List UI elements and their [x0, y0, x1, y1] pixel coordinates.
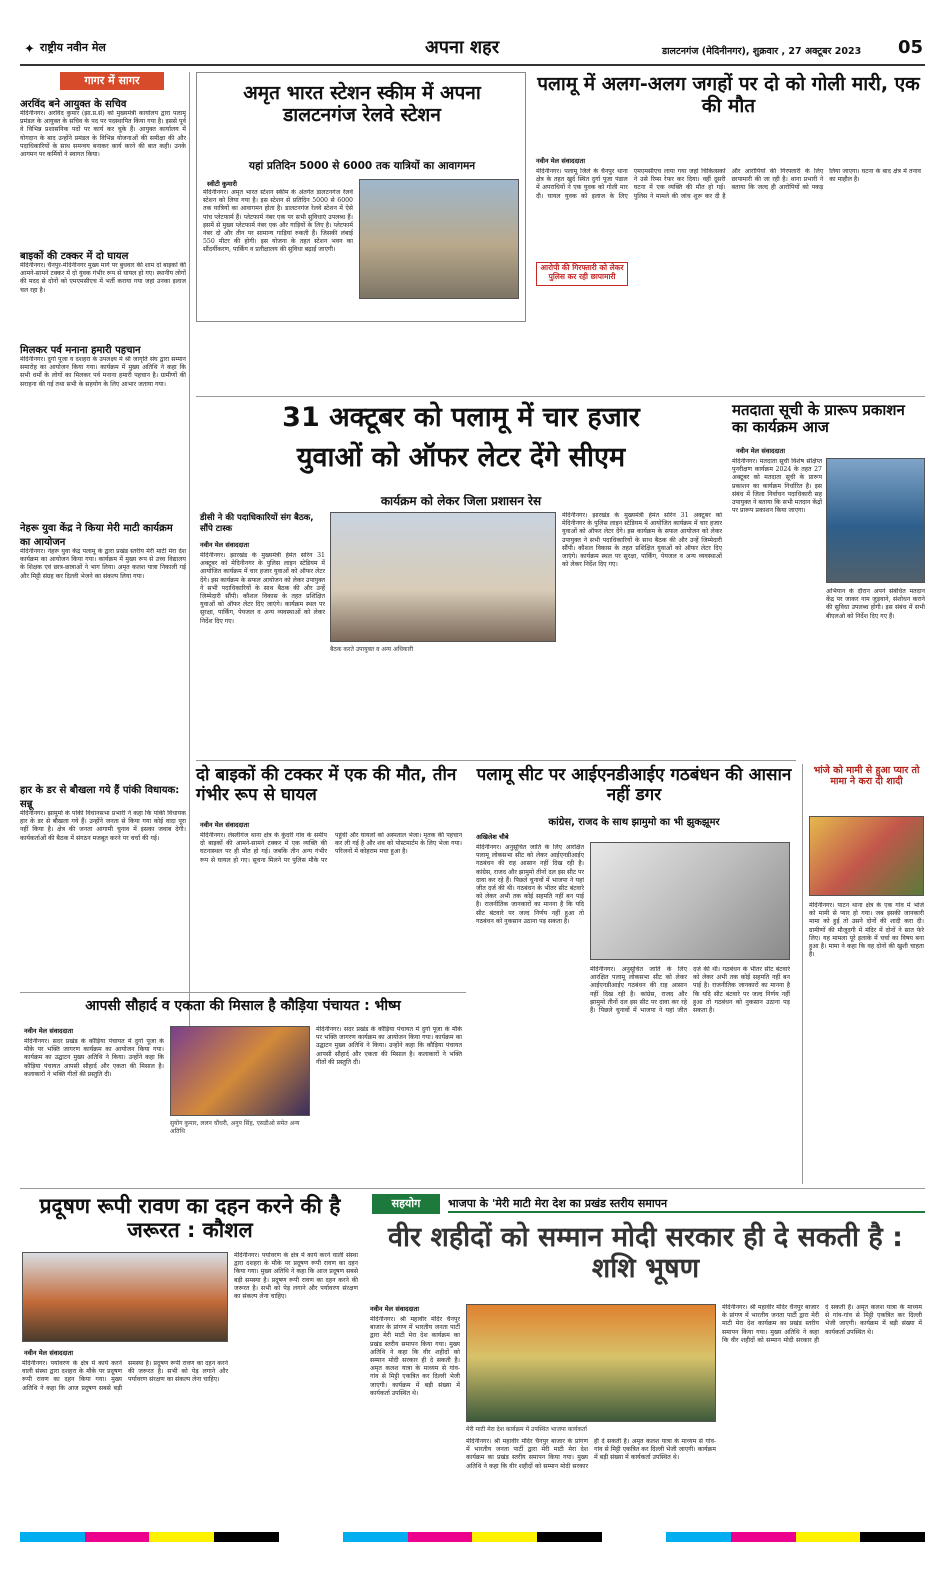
- byline: नवीन मेल संवाददाता: [370, 1305, 419, 1313]
- sidebar-item-head: अरविंद बने आयुक्त के सचिव: [20, 99, 127, 110]
- story-marriage: [802, 764, 925, 1184]
- story-india-alliance: [472, 764, 796, 1134]
- subhead: कार्यक्रम को लेकर जिला प्रशासन रेस: [380, 494, 542, 508]
- headline: वीर शहीदों को सम्मान मोदी सरकार ही दे सकती है : शशि भूषण: [388, 1222, 903, 1285]
- story-body-cont: मेदिनीनगर। सदर प्रखंड के कौड़िया पंचायत में दुर्गा पूजा के मौके पर भक्ति जागरण कार्यक्रम का आयोजन किया गया। कार्यक्रम का उद्घाटन मुख्य अतिथि ने किया। उन्होंने कहा कि कौड़िया पंचायत आपसी सौहार्द और एकता की मिसाल है। कलाकारों ने भक्ति गीतों की प्रस्तुति दी।: [316, 1026, 462, 1066]
- subhead: कांग्रेस, राजद के साथ झामुमो का भी झुकझूमर: [548, 817, 720, 828]
- story-bikes: [196, 764, 466, 992]
- story-body-cont: मेदिनीनगर। अनुसूचित जाति के लिए आरक्षित पलामू लोकसभा सीट को लेकर आईएनडीआईए गठबंधन की राह आसान नहीं दिख रही है। कांग्रेस, राजद और झामुमो तीनों दल इस सीट पर दावा कर रहे हैं। पिछले चुनावों में भाजपा ने यहां जीत दर्ज की थी। गठबंधन के भीतर सीट बंटवारे को लेकर अभी तक कोई सहमति नहीं बन पाई है। राजनीतिक जानकारों का मानना है कि यदि सीट बंटवारे पर जल्द निर्णय नहीं हुआ तो गठबंधन को नुकसान उठाना पड़ सकता है।: [590, 966, 790, 1014]
- divider: [196, 396, 925, 397]
- byline: नवीन मेल संवाददाता: [736, 447, 785, 455]
- lead-story: [196, 400, 726, 770]
- masthead: [20, 36, 925, 62]
- story-body: मेदिनीनगर। सदर प्रखंड के कौड़िया पंचायत में दुर्गा पूजा के मौके पर भक्ति जागरण कार्यक्रम का आयोजन किया गया। कार्यक्रम का उद्घाटन मुख्य अतिथि ने किया। उन्होंने कहा कि कौड़िया पंचायत आपसी सौहार्द और एकता की मिसाल है। कलाकारों ने भक्ति गीतों की प्रस्तुति दी।: [24, 1038, 164, 1078]
- sidebar-item-text: मेदिनीनगर। झामुमो के पांकी विधानसभा प्रभारी ने कहा कि पांकी विधायक हार के डर से बौखला गये हैं। उन्होंने जनता से किया गया कोई वादा पूरा नहीं किया है। क्षेत्र की जनता आगामी चुनाव में इसका जवाब देगी। कार्यकर्ताओं की बैठक में संगठन मजबूत करने पर चर्चा की गई।: [20, 810, 186, 842]
- byline: नवीन मेल संवाददाता: [200, 821, 249, 829]
- masthead-rule: [20, 64, 925, 66]
- story-body: मेदिनीनगर। अनुसूचित जाति के लिए आरक्षित पलामू लोकसभा सीट को लेकर आईएनडीआईए गठबंधन की राह आसान नहीं दिख रही है। कांग्रेस, राजद और झामुमो तीनों दल इस सीट पर दावा कर रहे हैं। पिछले चुनावों में भाजपा ने यहां जीत दर्ज की थी। गठबंधन के भीतर सीट बंटवारे को लेकर अभी तक कोई सहमति नहीं बन पाई है। राजनीतिक जानकारों का मानना है कि यदि सीट बंटवारे पर जल्द निर्णय नहीं हुआ तो गठबंधन को नुकसान उठाना पड़ सकता है।: [476, 844, 584, 925]
- sidebar-item-head: मिलकर पर्व मनाना हमारी पहचान: [20, 345, 141, 356]
- divider: [196, 760, 796, 761]
- story-body: मेदिनीनगर। लेस्लीगंज थाना क्षेत्र के कुंदरी गांव के समीप दो बाइकों की आमने-सामने टक्कर में एक व्यक्ति की घटनास्थल पर ही मौत हो गई। जबकि तीन अन्य गंभीर रूप से घायल हो गए। सूचना मिलने पर पुलिस मौके पर पहुंची और घायलों को अस्पताल भेजा। मृतक की पहचान कर ली गई है और शव को पोस्टमार्टम के लिए भेजा गया। परिजनों में कोहराम मचा हुआ है।: [200, 832, 462, 864]
- headline: मतदाता सूची के प्रारूप प्रकाशन का कार्यक्रम आज: [732, 401, 905, 437]
- subhead: यहां प्रतिदिन 5000 से 6000 तक यात्रियों का आवागमन: [248, 160, 476, 172]
- headline: अमृत भारत स्टेशन स्कीम में अपना डालटनगंज रेलवे स्टेशन: [243, 82, 481, 126]
- sidebar-item-head: हार के डर से बौखला गये हैं पांकी विधायक: सन्नू: [20, 785, 180, 810]
- sidebar-banner: गागर में सागर: [60, 72, 164, 90]
- wedding-photo: [809, 816, 924, 896]
- story-body-cont: मेदिनीनगर। पर्यावरण के क्षेत्र में कार्य करने वाली संस्था द्वारा दशहरा के मौके पर प्रदूषण रूपी रावण का दहन किया गया। मुख्य अतिथि ने कहा कि आज प्रदूषण सबसे बड़ी समस्या है। प्रदूषण रूपी रावण का दहन करने की जरूरत है। सभी को पेड़ लगाने और पर्यावरण संरक्षण का संकल्प लेना चाहिए।: [234, 1252, 358, 1300]
- story-body: मेदिनीनगर। श्री महावीर मंदिर चैनपुर बाजार के प्रांगण में भारतीय जनता पार्टी द्वारा मेरी माटी मेरा देश कार्यक्रम का प्रखंड स्तरीय समापन किया गया। मुख्य अतिथि ने कहा कि वीर शहीदों को सम्मान मोदी सरकार ही दे सकती है। अमृत कलश यात्रा के माध्यम से गांव-गांव से मिट्टी एकत्रित कर दिल्ली भेजी जाएगी। कार्यक्रम में बड़ी संख्या में कार्यकर्ता उपस्थित थे।: [370, 1316, 460, 1397]
- story-body: मेदिनीनगर। झारखंड के मुख्यमंत्री हेमंत सोरेन 31 अक्टूबर को मेदिनीनगर के पुलिस लाइन स्टेडियम में आयोजित कार्यक्रम में चार हजार युवाओं को ऑफर लेटर देंगे। इस कार्यक्रम के सफल आयोजन को लेकर उपायुक्त ने सभी पदाधिकारियों के साथ बैठक की और उन्हें जिम्मेदारी सौंपी। कौशल विकास के तहत प्रशिक्षित युवाओं को ऑफर लेटर दिए जाएंगे। कार्यक्रम स्थल पर सुरक्षा, पार्किंग, पेयजल व अन्य व्यवस्थाओं को लेकर निर्देश दिए गए।: [200, 552, 325, 625]
- sidebar-item-head: नेहरू युवा केंद्र ने किया मेरी माटी कार्यक्रम का आयोजन: [20, 523, 173, 548]
- headline-line2: युवाओं को ऑफर लेटर देंगे सीएम: [296, 442, 626, 473]
- byline: नवीन मेल संवाददाता: [200, 541, 249, 549]
- inset-box: आरोपी की गिरफ्तारी को लेकर पुलिस कर रही छापामारी: [536, 262, 628, 286]
- headline-line1: 31 अक्टूबर को पलामू में चार हजार: [282, 402, 640, 433]
- headline: पलामू में अलग-अलग जगहों पर दो को गोली मारी, एक की मौत: [537, 73, 920, 117]
- story-body-cont2: मेदिनीनगर। श्री महावीर मंदिर चैनपुर बाजार के प्रांगण में भारतीय जनता पार्टी द्वारा मेरी माटी मेरा देश कार्यक्रम का प्रखंड स्तरीय समापन किया गया। मुख्य अतिथि ने कहा कि वीर शहीदों को सम्मान मोदी सरकार ही दे सकती है। अमृत कलश यात्रा के माध्यम से गांव-गांव से मिट्टी एकत्रित कर दिल्ली भेजी जाएगी। कार्यक्रम में बड़ी संख्या में कार्यकर्ता उपस्थित थे।: [722, 1304, 922, 1344]
- story-amrit-bharat: [196, 72, 526, 322]
- headline: भांजे को मामी से हुआ प्यार तो मामा ने करा दी शादी: [813, 765, 920, 787]
- registration-bar: [20, 1532, 925, 1542]
- kicker: भाजपा के 'मेरी माटी मेरा देश का प्रखंड स्तरीय समापन: [448, 1196, 925, 1213]
- bird-logo-icon: ✦: [24, 42, 35, 57]
- sidebar-item-head: बाइकों की टक्कर में दो घायल: [20, 251, 129, 262]
- bjp-program-photo: [466, 1304, 716, 1422]
- byline: नवीन मेल संवाददाता: [24, 1027, 73, 1035]
- headline: आपसी सौहार्द व एकता की मिसाल है कौड़िया पंचायत : भीष्म: [85, 998, 401, 1014]
- sidebar-item-text: मेदिनीनगर। चैनपुर-मेदिनीनगर मुख्य मार्ग पर बुधवार की शाम दो बाइकों की आमने-सामने टक्कर में दो युवक गंभीर रूप से घायल हो गए। स्थानीय लोगों की मदद से दोनों को एमएमसीएच में भर्ती कराया गया जहां उनका इलाज चल रहा है।: [20, 262, 186, 294]
- photo-caption: मेरी माटी मेरा देश कार्यक्रम में उपस्थित भाजपा कार्यकर्ता: [466, 1426, 587, 1433]
- photo-caption: बैठक करते उपायुक्त व अन्य अधिकारी: [330, 646, 414, 653]
- ravan-dahan-photo: [22, 1252, 228, 1342]
- tag-label: सहयोग: [372, 1194, 440, 1214]
- story-body-cont: मेदिनीनगर। झारखंड के मुख्यमंत्री हेमंत सोरेन 31 अक्टूबर को मेदिनीनगर के पुलिस लाइन स्टेडियम में आयोजित कार्यक्रम में चार हजार युवाओं को ऑफर लेटर देंगे। इस कार्यक्रम के सफल आयोजन को लेकर उपायुक्त ने सभी पदाधिकारियों के साथ बैठक की और उन्हें जिम्मेदारी सौंपी। कौशल विकास के तहत प्रशिक्षित युवाओं को ऑफर लेटर दिए जाएंगे। कार्यक्रम स्थल पर सुरक्षा, पार्किंग, पेयजल व अन्य व्यवस्थाओं को लेकर निर्देश दिए गए।: [562, 512, 722, 569]
- story-body: मेदिनीनगर। पाटन थाना क्षेत्र के एक गांव में भांजे को मामी से प्यार हो गया। जब इसकी जानकारी मामा को हुई तो उसने दोनों की शादी करा दी। ग्रामीणों की मौजूदगी में मंदिर में दोनों ने सात फेरे लिए। यह मामला पूरे इलाके में चर्चा का विषय बना हुआ है। मामा ने कहा कि वह दोनों की खुशी चाहता है।: [809, 902, 924, 959]
- story-side-text: अभियान के दौरान अपने संबंधित मतदान केंद्र पर जाकर नाम जुड़वाने, संशोधन कराने की सुविधा उपलब्ध होगी। इस संबंध में सभी बीएलओ को निर्देश दिए गए हैं।: [826, 588, 925, 620]
- divider: [20, 1188, 925, 1189]
- story-koriya: [20, 996, 466, 1186]
- sidebar: [20, 72, 190, 1082]
- divider: [20, 992, 466, 993]
- section-title: अपना शहर: [425, 37, 500, 58]
- story-body-cont: मेदिनीनगर। श्री महावीर मंदिर चैनपुर बाजार के प्रांगण में भारतीय जनता पार्टी द्वारा मेरी माटी मेरा देश कार्यक्रम का प्रखंड स्तरीय समापन किया गया। मुख्य अतिथि ने कहा कि वीर शहीदों को सम्मान मोदी सरकार ही दे सकती है। अमृत कलश यात्रा के माध्यम से गांव-गांव से मिट्टी एकत्रित कर दिल्ली भेजी जाएगी। कार्यक्रम में बड़ी संख्या में कार्यकर्ता उपस्थित थे।: [466, 1438, 716, 1470]
- photo-caption: सुयोग कुमार, ललन चौधरी, अनुप सिंह, एसडीओ समेत अन्य अतिथि: [170, 1120, 300, 1135]
- byline: नवीन मेल संवाददाता: [24, 1349, 73, 1357]
- voter-office-photo: [826, 458, 925, 583]
- paper-name: राष्ट्रीय नवीन मेल: [40, 41, 106, 54]
- story-martyrs: [366, 1192, 925, 1522]
- sidebar-item-text: मेदिनीनगर। दुर्गा पूजा व दशहरा के उपलक्ष्य में श्री जागृति संघ द्वारा सम्मान समारोह का आयोजन किया गया। कार्यक्रम में मुख्य अतिथि ने कहा कि सभी धर्मों के लोगों का मिलकर पर्व मनाना हमारी पहचान है। ग्रामीणों की सराहना की गई तथा सभी के सहयोग के लिए आभार जताया गया।: [20, 356, 186, 388]
- page-number: 05: [898, 37, 924, 58]
- story-body: मेदिनीनगर। पर्यावरण के क्षेत्र में कार्य करने वाली संस्था द्वारा दशहरा के मौके पर प्रदूषण रूपी रावण का दहन किया गया। मुख्य अतिथि ने कहा कि आज प्रदूषण सबसे बड़ी समस्या है। प्रदूषण रूपी रावण का दहन करने की जरूरत है। सभी को पेड़ लगाने और पर्यावरण संरक्षण का संकल्प लेना चाहिए।: [22, 1360, 228, 1392]
- story-body: मेदिनीनगर। पलामू जिले के चैनपुर थाना क्षेत्र के तहत खुर्द स्थित दुर्गा पूजा पंडाल में अपराधियों ने एक युवक को गोली मार दी। घायल युवक को इलाज के लिए एमएमसीएच लाया गया जहां चिकित्सकों ने उसे रिम्स रेफर कर दिया। वहीं दूसरी घटना में एक व्यक्ति की मौत हो गई। पुलिस ने मामले की जांच शुरू कर दी है और आरोपियों की गिरफ्तारी के लिए छापामारी की जा रही है। थाना प्रभारी ने बताया कि जल्द ही आरोपियों को पकड़ लिया जाएगा। घटना के बाद क्षेत्र में तनाव का माहौल है।: [536, 168, 921, 200]
- headline: दो बाइकों की टक्कर में एक की मौत, तीन गंभीर रूप से घायल: [196, 765, 457, 805]
- kicker: डीसी ने की पदाधिकारियों संग बैठक, सौंपे टास्क: [200, 513, 314, 534]
- dateline: डालटनगंज (मेदिनीनगर), शुक्रवार , 27 अक्टूबर 2023: [662, 46, 862, 57]
- railway-station-photo: [359, 179, 519, 299]
- evm-photo: [590, 842, 790, 960]
- story-body: मेदिनीनगर। मतदाता सूची विशेष संक्षिप्त पुनरीक्षण कार्यक्रम 2024 के तहत 27 अक्टूबर को मतदाता सूची के प्रारूप प्रकाशन का कार्यक्रम निर्धारित है। इस संबंध में जिला निर्वाचन पदाधिकारी सह उपायुक्त ने बताया कि सभी मतदान केंद्रों पर प्रारूप प्रकाशन किया जाएगा।: [732, 458, 822, 515]
- headline: पलामू सीट पर आईएनडीआईए गठबंधन की आसान नहीं डगर: [476, 765, 792, 805]
- byline: अखिलेश चौबे: [476, 833, 509, 841]
- jagran-photo: [170, 1026, 310, 1116]
- sidebar-item-text: मेदिनीनगर। अरविंद कुमार (झा.प्र.से) को मुख्यमंत्री कार्यालय द्वारा पलामू प्रमंडल के आयुक्त के सचिव के पद पर पदस्थापित किया गया है। इससे पूर्व वे विभिन्न प्रशासनिक पदों पर कार्य कर चुके हैं। आयुक्त कार्यालय में योगदान के बाद उन्होंने प्रमंडल के विभिन्न योजनाओं की समीक्षा की और पदाधिकारियों के साथ समन्वय बनाकर कार्य करने की बात कही। उनके आगमन पर कर्मियों ने स्वागत किया।: [20, 110, 186, 158]
- byline: नवीन मेल संवाददाता: [536, 157, 585, 165]
- story-voters: [732, 400, 925, 700]
- story-pollution: [20, 1192, 360, 1522]
- story-shooting: [532, 72, 925, 392]
- byline: स्वीटी कुमारी: [207, 180, 237, 188]
- sidebar-item-text: मेदिनीनगर। नेहरू युवा केंद्र पलामू के द्वारा प्रखंड स्तरीय मेरी माटी मेरा देश कार्यक्रम का आयोजन किया गया। कार्यक्रम में मुख्य रूप से उच्च विद्यालय के शिक्षक एवं छात्र-छात्राओं ने भाग लिया। अमृत कलश यात्रा निकाली गई और मिट्टी संग्रह कर दिल्ली भेजने का संकल्प लिया गया।: [20, 548, 186, 580]
- story-body: मेदिनीनगर। अमृत भारत स्टेशन स्कीम के अंतर्गत डालटनगंज रेलवे स्टेशन को लिया गया है। इस स्टेशन से प्रतिदिन 5000 से 6000 तक यात्रियों का आवागमन होता है। डालटनगंज रेलवे स्टेशन में ऐसे पांच प्लेटफार्म हैं। प्लेटफार्म नंबर एक पर सभी सुविधाएं उपलब्ध हैं। इसमें से मुख्य प्लेटफार्म नंबर एक और गाड़ियों के लिए है। प्लेटफार्म नंबर दो और तीन पर सामान्य गाड़ियां रुकती हैं। जिसकी लंबाई 550 मीटर की होगी। इस योजना के तहत स्टेशन भवन का सौंदर्यीकरण, पार्किंग व प्रतीक्षालय की सुविधा बढ़ाई जाएगी।: [203, 189, 353, 254]
- meeting-photo: [330, 512, 556, 642]
- headline: प्रदूषण रूपी रावण का दहन करने की है जरूरत : कौशल: [39, 1194, 341, 1243]
